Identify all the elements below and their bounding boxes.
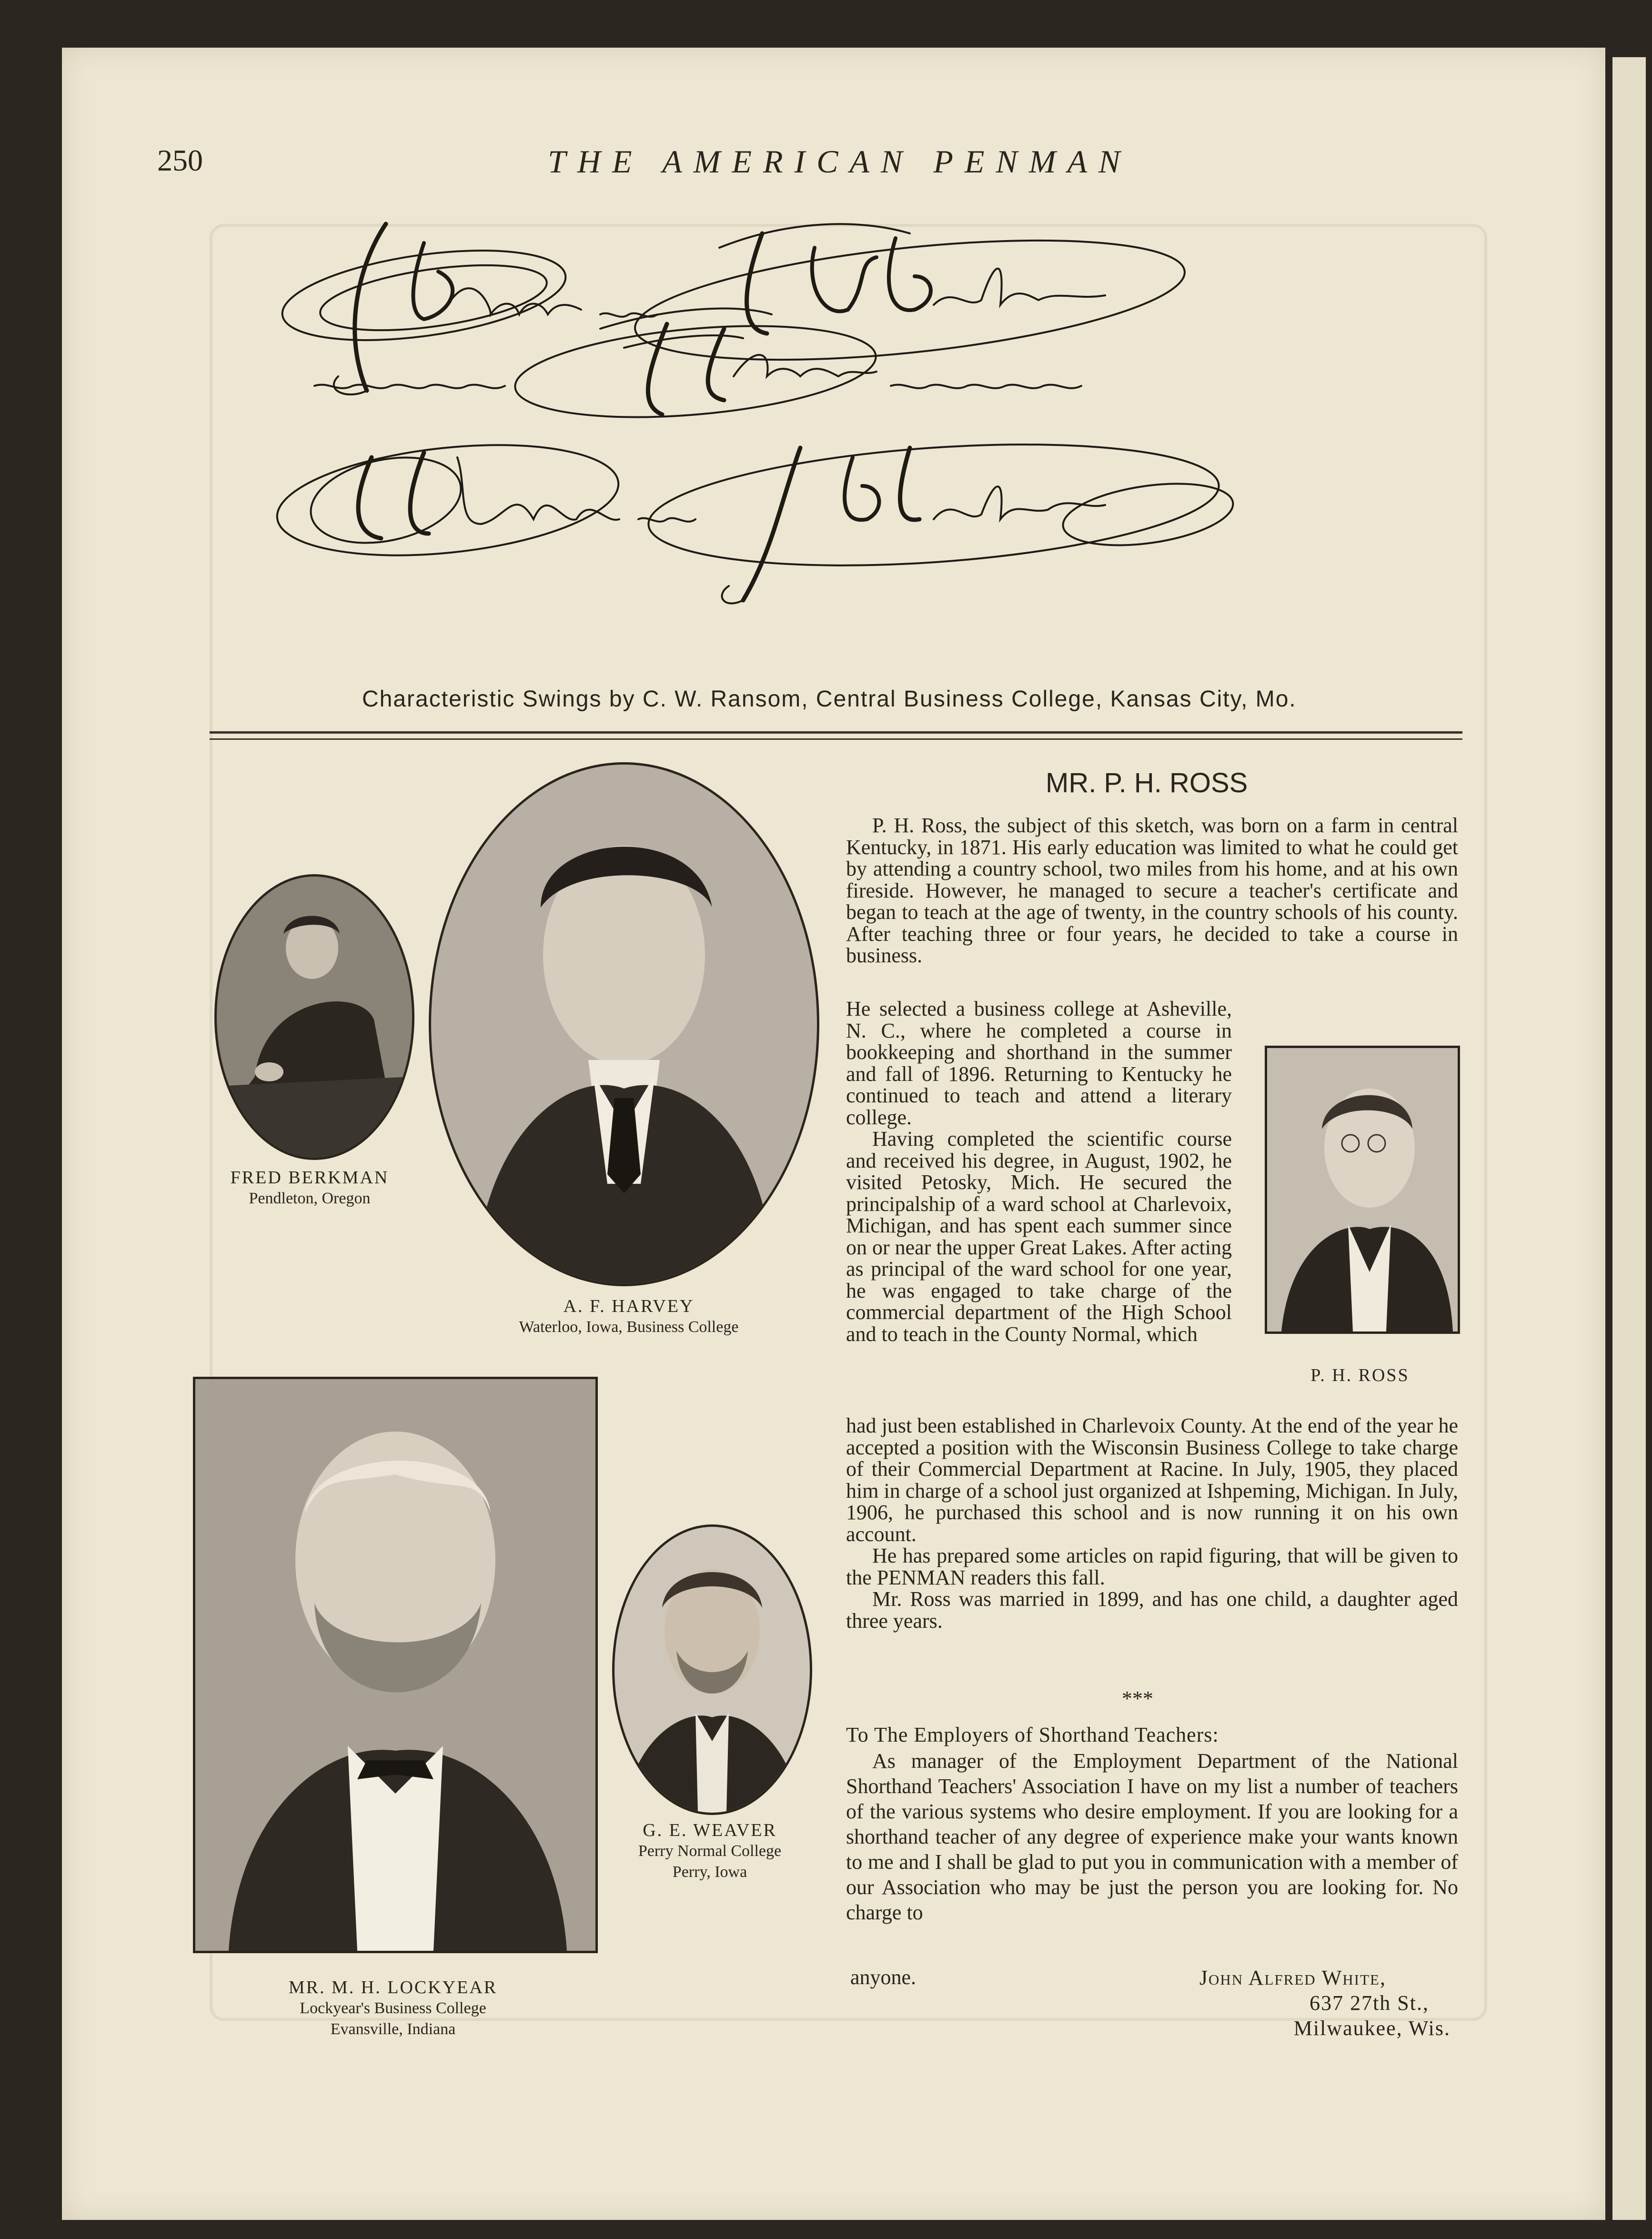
caption-weaver-name: G. E. WEAVER	[643, 1820, 777, 1840]
letter-signature-city: Milwaukee, Wis.	[1293, 2017, 1451, 2040]
article-p1-full-text: P. H. Ross, the subject of this sketch, was born on a farm in central Kentucky, in 1871. His early education was limited to what he could get by attending a country school, two miles from his home, and at his own fireside. However, he managed to secure a teacher's certificate and began to teach at the age of twenty, in the country schools of his county. After teaching three or four years, he decided to take a course in business.	[846, 814, 1458, 967]
portrait-p-h-ross	[1265, 1046, 1460, 1334]
portrait-fred-berkman	[214, 874, 414, 1160]
caption-weaver-line2: Perry, Iowa	[672, 1863, 747, 1881]
article-narrow-column	[846, 998, 1232, 1345]
caption-lockyear-line2: Evansville, Indiana	[330, 2020, 456, 2038]
portrait-weaver-figure	[614, 1527, 810, 1813]
article-p1-narrow-text: He selected a business college at Asheville, N. C., where he completed a course in bookkeeping and shorthand in the summer and fall of 1896. Returning to Kentucky he continued to teach and attend a literary college.	[846, 997, 1232, 1129]
article-wide-continuation	[846, 1415, 1458, 1632]
portrait-ross-figure	[1267, 1048, 1458, 1331]
section-asterism: ***	[1122, 1687, 1153, 1710]
portrait-a-f-harvey	[429, 762, 819, 1286]
signature-sinner	[277, 224, 581, 394]
page-number: 250	[157, 143, 203, 177]
caption-weaver	[591, 1820, 829, 1883]
letter-salutation: To The Employers of Shorthand Teachers:	[846, 1723, 1219, 1746]
article-p2-narrow-text: Having completed the scientific course and received his degree, in August, 1902, he visited Petosky, Mich. He secured the principalship of a ward school at Charlevoix, Michigan, and has spent each summer since on or near the upper Great Lakes. After acting as principal of the ward school for one year, he was engaged to take charge of the commercial department of the High School and to teach in the County Normal, which	[846, 1127, 1232, 1346]
caption-berkman-name: FRED BERKMAN	[230, 1168, 389, 1188]
caption-ross-name: P. H. ROSS	[1310, 1365, 1410, 1385]
double-rule-bottom	[210, 738, 1462, 740]
caption-lockyear	[193, 1977, 593, 2040]
letter-body	[846, 1748, 1458, 1925]
caption-ross	[1265, 1365, 1455, 1386]
caption-harvey	[462, 1296, 796, 1338]
article-p4-text: Mr. Ross was married in 1899, and has one child, a daughter aged three years.	[846, 1587, 1458, 1633]
letter-body-text: As manager of the Employment Department of the National Shorthand Teachers' Association I have on my list a number of teachers of the various systems who desire employment. If you are looking for a shorthand teacher of any degree of experience make your wants known to me and I shall be glad to put you in communication with a member of our Association who may be just the person you are looking for. No charge to	[846, 1749, 1458, 1924]
portrait-m-h-lockyear	[193, 1377, 598, 1953]
signature-fiubler	[645, 428, 1237, 603]
swing-connector-2	[638, 518, 695, 522]
caption-weaver-line1: Perry Normal College	[638, 1842, 782, 1860]
article-paragraph-1-wide	[846, 815, 1458, 967]
letter-signature-street: 637 27th St.,	[1310, 1991, 1429, 2015]
article-p3-text: He has prepared some articles on rapid figuring, that will be given to the PENMAN readers this fall.	[846, 1544, 1458, 1589]
journal-title: THE AMERICAN PENMAN	[548, 143, 1132, 180]
portrait-harvey-figure	[431, 765, 817, 1284]
signature-larkins	[272, 430, 624, 570]
caption-lockyear-line1: Lockyear's Business College	[300, 1999, 486, 2017]
caption-berkman	[210, 1167, 410, 1209]
caption-harvey-name: A. F. HARVEY	[563, 1296, 695, 1316]
swings-caption: Characteristic Swings by C. W. Ransom, Central Business College, Kansas City, Mo.	[362, 686, 1297, 712]
portrait-berkman-figure	[217, 877, 412, 1158]
caption-lockyear-name: MR. M. H. LOCKYEAR	[288, 1977, 498, 1997]
letter-closing-word: anyone.	[850, 1966, 917, 1989]
double-rule-top	[210, 731, 1462, 734]
letter-signature-name: John Alfred White,	[1199, 1966, 1386, 1989]
portrait-lockyear-figure	[195, 1379, 595, 1951]
caption-berkman-place: Pendleton, Oregon	[249, 1190, 371, 1207]
caption-harvey-place: Waterloo, Iowa, Business College	[519, 1318, 739, 1336]
penmanship-swings-illustration	[267, 191, 1448, 686]
article-p2-full-text: had just been established in Charlevoix County. At the end of the year he accepted a position with the Wisconsin Business College to take charge of their Commercial Department at Racine. In July, 1905, they placed him in charge of a school just organized at Ishpeming, Michigan. In July, 1906, he purchased this school and is now running it on his own account.	[846, 1414, 1458, 1546]
portrait-g-e-weaver	[612, 1524, 812, 1815]
adjacent-page-edge	[1612, 57, 1646, 2220]
article-title: MR. P. H. ROSS	[1046, 767, 1248, 798]
